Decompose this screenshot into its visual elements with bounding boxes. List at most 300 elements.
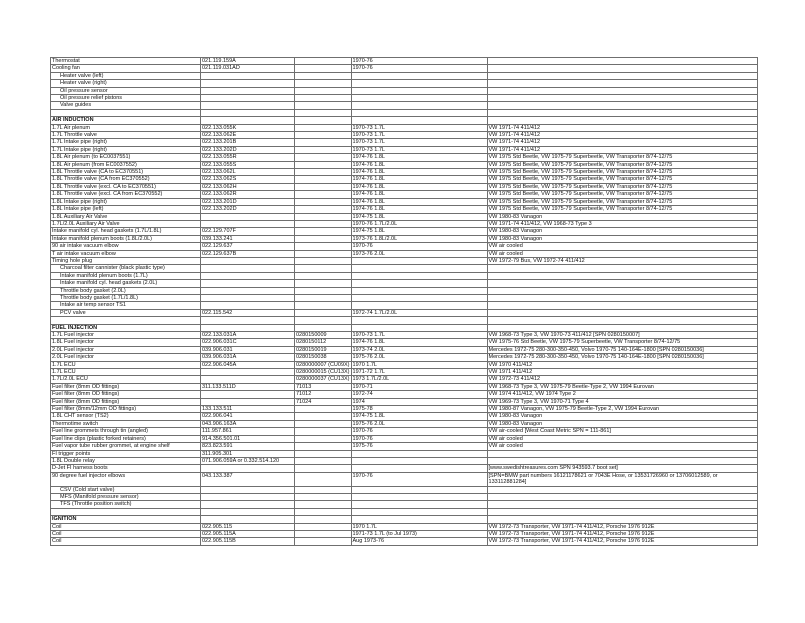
part-name-cell[interactable]: Fuel filter (8mm OD fittings) xyxy=(51,398,201,405)
bosch-number-cell[interactable] xyxy=(295,213,352,220)
application-cell[interactable]: VW air cooled xyxy=(487,435,757,442)
bosch-number-cell[interactable] xyxy=(295,523,352,530)
application-cell[interactable] xyxy=(487,58,757,65)
bosch-number-cell[interactable] xyxy=(295,457,352,464)
years-cell[interactable] xyxy=(351,450,487,457)
part-name-cell[interactable]: PCV valve xyxy=(51,309,201,316)
part-number-cell[interactable]: 039.906.031 xyxy=(201,346,295,353)
application-cell[interactable]: VW 1968-73 Type 3, VW 1970-73 411/412 [SPN 0280150007] xyxy=(487,332,757,339)
bosch-number-cell[interactable] xyxy=(295,139,352,146)
part-name-cell[interactable]: T air intake vacuum elbow xyxy=(51,250,201,257)
part-number-cell[interactable]: 022.133.055R xyxy=(201,154,295,161)
years-cell[interactable]: 1974-76 1.8L xyxy=(351,191,487,198)
part-name-cell[interactable]: Fuel filter (8mm OD fittings) xyxy=(51,383,201,390)
part-name-cell[interactable]: Oil pressure sensor xyxy=(51,87,201,94)
application-cell[interactable]: VW 1969-73 Type 3, VW 1970-71 Type 4 xyxy=(487,398,757,405)
part-number-cell[interactable]: 022.133.202D xyxy=(201,146,295,153)
years-cell[interactable]: 1970 1.7L xyxy=(351,361,487,368)
part-number-cell[interactable]: 022.133.031A xyxy=(201,332,295,339)
part-name-cell[interactable]: Coil xyxy=(51,538,201,545)
part-name-cell[interactable] xyxy=(51,508,201,515)
years-cell[interactable]: 1973-76 1.8L/2.0L xyxy=(351,235,487,242)
bosch-number-cell[interactable]: 0280000015 (CU13X) xyxy=(296,369,350,376)
part-name-cell[interactable]: Valve guides xyxy=(51,102,201,109)
part-number-cell[interactable] xyxy=(201,95,295,102)
bosch-number-cell[interactable]: 0280150019 xyxy=(295,346,352,353)
bosch-number-cell[interactable] xyxy=(295,109,352,116)
part-number-cell[interactable]: 022.133.201B xyxy=(201,139,295,146)
years-cell[interactable]: 1971-73 1.7L (to Jul 1973) xyxy=(351,530,487,537)
application-cell[interactable] xyxy=(487,102,757,109)
years-cell[interactable]: 1970-76 xyxy=(351,243,487,250)
bosch-number-cell[interactable] xyxy=(295,235,352,242)
years-cell[interactable]: 1970-76 xyxy=(351,428,487,435)
bosch-number-cell[interactable] xyxy=(295,324,352,331)
bosch-number-cell[interactable] xyxy=(295,530,352,537)
part-name-cell[interactable]: 1.8L Throttle valve (excl. CA to EC370551) xyxy=(51,183,201,190)
part-number-cell[interactable]: 071.906.059A or 0.332.514.120 xyxy=(201,457,295,464)
bosch-number-cell[interactable]: 0280000007 (CU09X) xyxy=(296,361,350,368)
years-cell[interactable]: 1972-74 xyxy=(351,391,487,398)
application-cell[interactable]: VW 1980-83 Vanagon xyxy=(487,228,757,235)
part-name-cell[interactable]: Intake manifold cyl. head gaskets (1.7L/1.8L) xyxy=(51,228,201,235)
part-name-cell[interactable]: Thermostat xyxy=(51,58,201,65)
bosch-number-cell[interactable]: 71013 xyxy=(295,383,352,390)
years-cell[interactable] xyxy=(351,302,487,309)
application-cell[interactable] xyxy=(487,317,757,324)
part-name-cell[interactable]: 1.8L Throttle valve (CA to EC370551) xyxy=(51,169,201,176)
application-cell[interactable] xyxy=(487,287,757,294)
bosch-number-cell[interactable] xyxy=(295,309,352,316)
part-number-cell[interactable]: 914.356.501.01 xyxy=(201,435,295,442)
part-number-cell[interactable]: 022.129.637B xyxy=(201,250,295,257)
bosch-number-cell[interactable] xyxy=(295,169,352,176)
part-name-cell[interactable]: Cooling fan xyxy=(51,65,201,72)
part-name-cell[interactable]: Intake air temp sensor TS1 xyxy=(51,302,201,309)
application-cell[interactable]: Mercedes 1972-75 280-300-350-450, Volvo 1970-75 140-164E-1800 [SPN 0280150036] xyxy=(487,354,757,361)
years-cell[interactable]: 1970-76 xyxy=(351,435,487,442)
bosch-number-cell[interactable] xyxy=(295,198,352,205)
years-cell[interactable]: 1975-78 xyxy=(351,406,487,413)
part-number-cell[interactable]: 022.133.062L xyxy=(201,169,295,176)
application-cell[interactable] xyxy=(487,294,757,301)
years-cell[interactable] xyxy=(351,117,487,124)
bosch-number-cell[interactable] xyxy=(295,272,352,279)
application-cell[interactable]: VW 1980-83 Vanagon xyxy=(487,413,757,420)
part-number-cell[interactable]: 039.133.241 xyxy=(201,235,295,242)
part-number-cell[interactable]: 022.133.062S xyxy=(201,176,295,183)
part-name-cell[interactable]: 1.8L Double relay xyxy=(51,457,201,464)
part-name-cell[interactable]: 2.0L Fuel injector xyxy=(51,354,201,361)
part-name-cell[interactable]: Intake manifold plenum boots (1.8L/2.0L) xyxy=(51,235,201,242)
years-cell[interactable] xyxy=(351,272,487,279)
bosch-number-cell[interactable] xyxy=(295,102,352,109)
application-cell[interactable]: VW air cooled xyxy=(487,250,757,257)
part-number-cell[interactable]: 043.906.163A xyxy=(201,420,295,427)
application-cell[interactable] xyxy=(487,65,757,72)
years-cell[interactable] xyxy=(351,280,487,287)
part-name-cell[interactable]: Heater valve (left) xyxy=(51,72,201,79)
years-cell[interactable]: 1974 xyxy=(351,398,487,405)
part-name-cell[interactable]: 1.7L ECU xyxy=(51,369,201,376)
application-cell[interactable]: VW 1975 Std Beetle, VW 1975-79 Superbeetle, VW Transporter 8/74-12/75 xyxy=(487,161,757,168)
years-cell[interactable]: 1974-76 1.8L xyxy=(351,206,487,213)
application-cell[interactable] xyxy=(487,265,757,272)
part-name-cell[interactable]: FI trigger points xyxy=(51,450,201,457)
part-name-cell[interactable]: TFS (Throttle position switch) xyxy=(51,501,201,508)
years-cell[interactable]: 1970-76 1.7L/2.0L xyxy=(351,220,487,227)
part-number-cell[interactable]: 022.905.115B xyxy=(201,538,295,545)
years-cell[interactable] xyxy=(351,109,487,116)
part-name-cell[interactable]: D-Jet FI harness boots xyxy=(51,465,201,472)
part-number-cell[interactable]: 022.129.637 xyxy=(201,243,295,250)
application-cell[interactable]: VW 1980-83 Vanagon xyxy=(487,420,757,427)
bosch-number-cell[interactable] xyxy=(295,257,352,264)
years-cell[interactable] xyxy=(351,87,487,94)
bosch-number-cell[interactable] xyxy=(295,132,352,139)
bosch-number-cell[interactable] xyxy=(295,450,352,457)
application-cell[interactable]: VW 1971-74 411/412 xyxy=(487,132,757,139)
part-name-cell[interactable]: 1.8L Throttle valve (excl. CA from EC370552) xyxy=(51,191,201,198)
years-cell[interactable] xyxy=(351,72,487,79)
application-cell[interactable] xyxy=(487,272,757,279)
years-cell[interactable] xyxy=(351,257,487,264)
part-number-cell[interactable]: 311.905.301 xyxy=(201,450,295,457)
years-cell[interactable]: 1975-76 2.0L xyxy=(351,420,487,427)
bosch-number-cell[interactable] xyxy=(295,294,352,301)
years-cell[interactable]: 1974-76 1.8L xyxy=(351,154,487,161)
application-cell[interactable] xyxy=(487,493,757,500)
years-cell[interactable]: 1975-76 xyxy=(351,443,487,450)
years-cell[interactable] xyxy=(351,95,487,102)
application-cell[interactable] xyxy=(487,87,757,94)
part-name-cell[interactable]: 1.8L Intake pipe (left) xyxy=(51,206,201,213)
years-cell[interactable] xyxy=(351,493,487,500)
bosch-number-cell[interactable] xyxy=(295,183,352,190)
part-number-cell[interactable] xyxy=(201,280,295,287)
part-number-cell[interactable] xyxy=(201,117,295,124)
part-number-cell[interactable]: 022.133.201D xyxy=(201,198,295,205)
years-cell[interactable]: 1974-76 1.8L xyxy=(351,198,487,205)
part-name-cell[interactable]: 1.8L Auxiliary Air Valve xyxy=(51,213,201,220)
application-cell[interactable]: VW 1974 411/412, VW 1974 Type 2 xyxy=(487,391,757,398)
part-name-cell[interactable]: Charcoal filter cannister (black plastic type) xyxy=(51,265,201,272)
bosch-number-cell[interactable]: 71012 xyxy=(295,391,352,398)
part-number-cell[interactable] xyxy=(201,287,295,294)
bosch-number-cell[interactable] xyxy=(295,420,352,427)
application-cell[interactable] xyxy=(487,302,757,309)
years-cell[interactable]: 1970-73 1.7L xyxy=(351,146,487,153)
years-cell[interactable]: 1974-76 1.8L xyxy=(351,176,487,183)
part-name-cell[interactable] xyxy=(51,109,201,116)
application-cell[interactable] xyxy=(487,508,757,515)
application-cell[interactable]: VW air-cooled [West Coast Metric SPN = 111-861] xyxy=(487,428,757,435)
part-number-cell[interactable]: 022.906.045A xyxy=(201,361,295,368)
bosch-number-cell[interactable]: 0280150009 xyxy=(295,332,352,339)
application-cell[interactable]: VW 1971-74 411/412 xyxy=(487,124,757,131)
application-cell[interactable]: VW 1971-74 411/412 xyxy=(487,139,757,146)
bosch-number-cell[interactable] xyxy=(295,406,352,413)
part-name-cell[interactable]: 1.7L Intake pipe (right) xyxy=(51,139,201,146)
part-number-cell[interactable] xyxy=(201,265,295,272)
bosch-number-cell[interactable]: 0280150112 xyxy=(295,339,352,346)
part-number-cell[interactable] xyxy=(201,213,295,220)
part-name-cell[interactable] xyxy=(51,317,201,324)
part-name-cell[interactable]: Timing hole plug xyxy=(51,257,201,264)
years-cell[interactable]: 1970-76 xyxy=(351,472,487,486)
bosch-number-cell[interactable] xyxy=(295,472,352,486)
application-cell[interactable]: [www.swedishtreasures.com SPN 943593.7 boot set] xyxy=(487,465,757,472)
bosch-number-cell[interactable]: 0280000037 (CU13X) xyxy=(296,376,350,383)
part-name-cell[interactable]: 1.7L ECU xyxy=(51,361,201,368)
part-number-cell[interactable] xyxy=(201,294,295,301)
bosch-number-cell[interactable] xyxy=(295,220,352,227)
bosch-number-cell[interactable] xyxy=(295,538,352,545)
part-name-cell[interactable]: 1.8L CHT sensor (TS2) xyxy=(51,413,201,420)
part-number-cell[interactable]: 022.133.055S xyxy=(201,161,295,168)
bosch-number-cell[interactable] xyxy=(295,493,352,500)
bosch-number-cell[interactable] xyxy=(295,58,352,65)
bosch-number-cell[interactable] xyxy=(295,501,352,508)
years-cell[interactable]: 1970 1.7L xyxy=(351,523,487,530)
part-name-cell[interactable]: Coil xyxy=(51,523,201,530)
part-number-cell[interactable]: 043.133.387 xyxy=(201,472,295,486)
part-number-cell[interactable]: 022.133.202D xyxy=(201,206,295,213)
part-name-cell[interactable]: Fuel filter (8mm OD fittings) xyxy=(51,391,201,398)
years-cell[interactable] xyxy=(351,317,487,324)
part-number-cell[interactable] xyxy=(201,80,295,87)
years-cell[interactable] xyxy=(351,516,487,523)
years-cell[interactable]: 1971-72 1.7L xyxy=(351,369,487,376)
part-number-cell[interactable] xyxy=(201,465,295,472)
part-number-cell[interactable] xyxy=(201,508,295,515)
years-cell[interactable]: 1973-76 2.0L xyxy=(351,250,487,257)
part-number-cell[interactable] xyxy=(201,376,295,383)
part-name-cell[interactable]: Oil pressure relief pistons xyxy=(51,95,201,102)
application-cell[interactable] xyxy=(487,457,757,464)
bosch-number-cell[interactable] xyxy=(295,465,352,472)
part-number-cell[interactable] xyxy=(201,257,295,264)
bosch-number-cell[interactable] xyxy=(295,413,352,420)
years-cell[interactable]: 1970-73 1.7L xyxy=(351,332,487,339)
part-name-cell[interactable]: 1.8L Intake pipe (right) xyxy=(51,198,201,205)
part-number-cell[interactable]: 022.905.115 xyxy=(201,523,295,530)
part-number-cell[interactable]: 111.957.861 xyxy=(201,428,295,435)
bosch-number-cell[interactable] xyxy=(295,117,352,124)
part-name-cell[interactable]: 90 degree fuel injector elbows xyxy=(51,472,201,486)
part-number-cell[interactable] xyxy=(201,324,295,331)
part-name-cell[interactable]: Fuel line clips (plastic forked retainers) xyxy=(51,435,201,442)
application-cell[interactable] xyxy=(487,450,757,457)
application-cell[interactable]: VW 1980-83 Vanagon xyxy=(487,235,757,242)
years-cell[interactable]: 1970-71 xyxy=(351,383,487,390)
years-cell[interactable]: 1974-76 1.8L xyxy=(351,339,487,346)
application-cell[interactable]: VW 1972-73 Transporter, VW 1971-74 411/412, Porsche 1976 912E xyxy=(487,523,757,530)
part-number-cell[interactable]: 021.119.159A xyxy=(201,58,295,65)
bosch-number-cell[interactable]: 71024 xyxy=(295,398,352,405)
part-number-cell[interactable] xyxy=(201,486,295,493)
years-cell[interactable] xyxy=(351,80,487,87)
bosch-number-cell[interactable] xyxy=(295,250,352,257)
years-cell[interactable]: 1970-76 xyxy=(351,65,487,72)
application-cell[interactable]: VW 1975 Std Beetle, VW 1975-79 Superbeetle, VW Transporter 8/74-12/75 xyxy=(487,176,757,183)
application-cell[interactable]: VW 1975 Std Beetle, VW 1975-79 Superbeetle, VW Transporter 8/74-12/75 xyxy=(487,191,757,198)
part-number-cell[interactable] xyxy=(201,391,295,398)
years-cell[interactable] xyxy=(351,508,487,515)
part-number-cell[interactable]: 022.906.041 xyxy=(201,413,295,420)
application-cell[interactable]: VW 1975 Std Beetle, VW 1975-79 Superbeetle, VW Transporter 8/74-12/75 xyxy=(487,206,757,213)
bosch-number-cell[interactable] xyxy=(295,161,352,168)
application-cell[interactable] xyxy=(487,501,757,508)
application-cell[interactable]: VW 1971-74 411/412 xyxy=(487,146,757,153)
part-name-cell[interactable]: 1.8L Fuel injector xyxy=(51,339,201,346)
application-cell[interactable]: VW 1980-87 Vanagon, VW 1975-79 Beetle-Type 2, VW 1994 Eurovan xyxy=(487,406,757,413)
bosch-number-cell[interactable] xyxy=(295,443,352,450)
part-name-cell[interactable]: Fuel vapor tube rubber grommet, at engine shelf xyxy=(51,443,201,450)
bosch-number-cell[interactable] xyxy=(295,191,352,198)
application-cell[interactable]: VW air cooled xyxy=(487,443,757,450)
years-cell[interactable] xyxy=(351,294,487,301)
application-cell[interactable]: VW 1972-79 Bus, VW 1972-74 411/412 xyxy=(487,257,757,264)
bosch-number-cell[interactable] xyxy=(295,228,352,235)
application-cell[interactable]: VW 1972-73 Transporter, VW 1971-74 411/412, Porsche 1976 912E xyxy=(487,530,757,537)
part-name-cell[interactable]: 1.8L Air plenum (to EC0037551) xyxy=(51,154,201,161)
bosch-number-cell[interactable] xyxy=(295,176,352,183)
part-number-cell[interactable]: 133.133.511 xyxy=(201,406,295,413)
bosch-number-cell[interactable] xyxy=(295,265,352,272)
years-cell[interactable] xyxy=(351,324,487,331)
bosch-number-cell[interactable] xyxy=(295,95,352,102)
part-number-cell[interactable]: 022.133.062H xyxy=(201,183,295,190)
application-cell[interactable] xyxy=(487,80,757,87)
years-cell[interactable]: 1974-75 1.8L xyxy=(351,228,487,235)
bosch-number-cell[interactable] xyxy=(295,65,352,72)
part-name-cell[interactable]: Intake manifold cyl. head gaskets (2.0L) xyxy=(51,280,201,287)
application-cell[interactable]: Mercedes 1972-75 280-300-350-450, Volvo 1970-75 140-164E-1800 [SPN 0280150036] xyxy=(487,346,757,353)
part-number-cell[interactable]: 022.906.031C xyxy=(201,339,295,346)
bosch-number-cell[interactable] xyxy=(295,317,352,324)
application-cell[interactable] xyxy=(487,72,757,79)
years-cell[interactable]: 1974-75 1.8L xyxy=(351,213,487,220)
bosch-number-cell[interactable]: 0280150038 xyxy=(295,354,352,361)
part-number-cell[interactable]: 823.823.591 xyxy=(201,443,295,450)
part-name-cell[interactable]: 90 air intake vacuum elbow xyxy=(51,243,201,250)
part-number-cell[interactable] xyxy=(201,87,295,94)
years-cell[interactable] xyxy=(351,501,487,508)
years-cell[interactable]: 1972-74 1.7L/2.0L xyxy=(351,309,487,316)
application-cell[interactable]: [SPN=BMW part numbers 16121178621 or 7043E Hose, or 13531726960 or 13706012589, or 133112881284] xyxy=(487,472,757,486)
part-name-cell[interactable]: MFS (Manifold pressure sensor) xyxy=(51,493,201,500)
part-name-cell[interactable]: Intake manifold plenum boots (1.7L) xyxy=(51,272,201,279)
bosch-number-cell[interactable] xyxy=(295,124,352,131)
years-cell[interactable] xyxy=(351,486,487,493)
part-name-cell[interactable]: 1.7L Intake pipe (right) xyxy=(51,146,201,153)
part-number-cell[interactable]: 022.133.062R xyxy=(201,191,295,198)
part-number-cell[interactable] xyxy=(201,369,295,376)
application-cell[interactable]: VW 1975 Std Beetle, VW 1975-79 Superbeetle, VW Transporter 8/74-12/75 xyxy=(487,183,757,190)
application-cell[interactable] xyxy=(487,95,757,102)
application-cell[interactable] xyxy=(487,117,757,124)
part-name-cell[interactable]: Heater valve (right) xyxy=(51,80,201,87)
application-cell[interactable]: VW 1975 Std Beetle, VW 1975-79 Superbeetle, VW Transporter 8/74-12/75 xyxy=(487,169,757,176)
part-number-cell[interactable] xyxy=(201,102,295,109)
part-number-cell[interactable]: 022.905.115A xyxy=(201,530,295,537)
bosch-number-cell[interactable] xyxy=(295,486,352,493)
application-cell[interactable] xyxy=(487,280,757,287)
bosch-number-cell[interactable] xyxy=(295,302,352,309)
part-number-cell[interactable] xyxy=(201,272,295,279)
part-name-cell[interactable]: Coil xyxy=(51,530,201,537)
part-name-cell[interactable]: Thermotime switch xyxy=(51,420,201,427)
bosch-number-cell[interactable] xyxy=(295,146,352,153)
application-cell[interactable]: VW 1968-73 Type 3, VW 1975-79 Beetle-Type 2, VW 1994 Eurovan xyxy=(487,383,757,390)
years-cell[interactable]: 1975-76 2.0L xyxy=(351,354,487,361)
bosch-number-cell[interactable] xyxy=(295,72,352,79)
application-cell[interactable] xyxy=(487,324,757,331)
part-number-cell[interactable]: 022.115.542 xyxy=(201,309,295,316)
part-number-cell[interactable] xyxy=(201,220,295,227)
part-name-cell[interactable]: 1.8L Throttle valve (CA from EC370552) xyxy=(51,176,201,183)
application-cell[interactable]: VW 1975-76 Std Beetle, VW 1975-79 Superbeetle, VW Transporter 8/74-12/75 xyxy=(487,339,757,346)
bosch-number-cell[interactable] xyxy=(295,428,352,435)
years-cell[interactable]: 1970-73 1.7L xyxy=(351,124,487,131)
years-cell[interactable]: 1974-76 1.8L xyxy=(351,169,487,176)
application-cell[interactable]: VW 1980-83 Vanagon xyxy=(487,213,757,220)
bosch-number-cell[interactable] xyxy=(295,243,352,250)
part-number-cell[interactable] xyxy=(201,109,295,116)
years-cell[interactable] xyxy=(351,265,487,272)
part-name-cell[interactable]: IGNITION xyxy=(51,516,201,523)
part-number-cell[interactable] xyxy=(201,493,295,500)
bosch-number-cell[interactable] xyxy=(295,154,352,161)
application-cell[interactable] xyxy=(487,516,757,523)
years-cell[interactable]: 1970-73 1.7L xyxy=(351,139,487,146)
part-number-cell[interactable]: 311.133.511D xyxy=(201,383,295,390)
part-name-cell[interactable]: 1.7L Fuel injector xyxy=(51,332,201,339)
application-cell[interactable]: VW 1975 Std Beetle, VW 1975-79 Superbeetle, VW Transporter 8/74-12/75 xyxy=(487,154,757,161)
application-cell[interactable]: VW 1972-73 Transporter, VW 1971-74 411/412, Porsche 1976 912E xyxy=(487,538,757,545)
part-name-cell[interactable]: FUEL INJECTION xyxy=(51,324,201,331)
part-name-cell[interactable]: Throttle body gasket (2.0L) xyxy=(51,287,201,294)
years-cell[interactable] xyxy=(351,287,487,294)
application-cell[interactable] xyxy=(487,309,757,316)
years-cell[interactable]: 1970-76 xyxy=(351,58,487,65)
part-name-cell[interactable]: 1.7L/2.0L Auxiliary Air Valve xyxy=(51,220,201,227)
application-cell[interactable]: VW 1975 Std Beetle, VW 1975-79 Superbeetle, VW Transporter 8/74-12/75 xyxy=(487,198,757,205)
years-cell[interactable]: 1970-73 1.7L xyxy=(351,132,487,139)
part-name-cell[interactable]: 1.7L/2.0L ECU xyxy=(51,376,201,383)
application-cell[interactable]: VW 1970 411/412 xyxy=(487,361,757,368)
part-name-cell[interactable]: 2.0L Fuel injector xyxy=(51,346,201,353)
bosch-number-cell[interactable] xyxy=(295,508,352,515)
part-number-cell[interactable] xyxy=(201,501,295,508)
application-cell[interactable]: VW 1971 411/412 xyxy=(487,369,757,376)
years-cell[interactable] xyxy=(351,457,487,464)
years-cell[interactable]: 1974-76 1.8L xyxy=(351,183,487,190)
years-cell[interactable] xyxy=(351,102,487,109)
bosch-number-cell[interactable] xyxy=(295,80,352,87)
part-number-cell[interactable] xyxy=(201,398,295,405)
part-number-cell[interactable] xyxy=(201,302,295,309)
application-cell[interactable]: VW air cooled xyxy=(487,243,757,250)
part-number-cell[interactable] xyxy=(201,516,295,523)
years-cell[interactable]: 1973-74 2.0L xyxy=(351,346,487,353)
application-cell[interactable] xyxy=(487,109,757,116)
part-name-cell[interactable]: Throttle body gasket (1.7L/1.8L) xyxy=(51,294,201,301)
part-name-cell[interactable]: AIR INDUCTION xyxy=(51,117,201,124)
part-name-cell[interactable]: Fuel filter (8mm/12mm OD fittings) xyxy=(51,406,201,413)
bosch-number-cell[interactable] xyxy=(295,287,352,294)
